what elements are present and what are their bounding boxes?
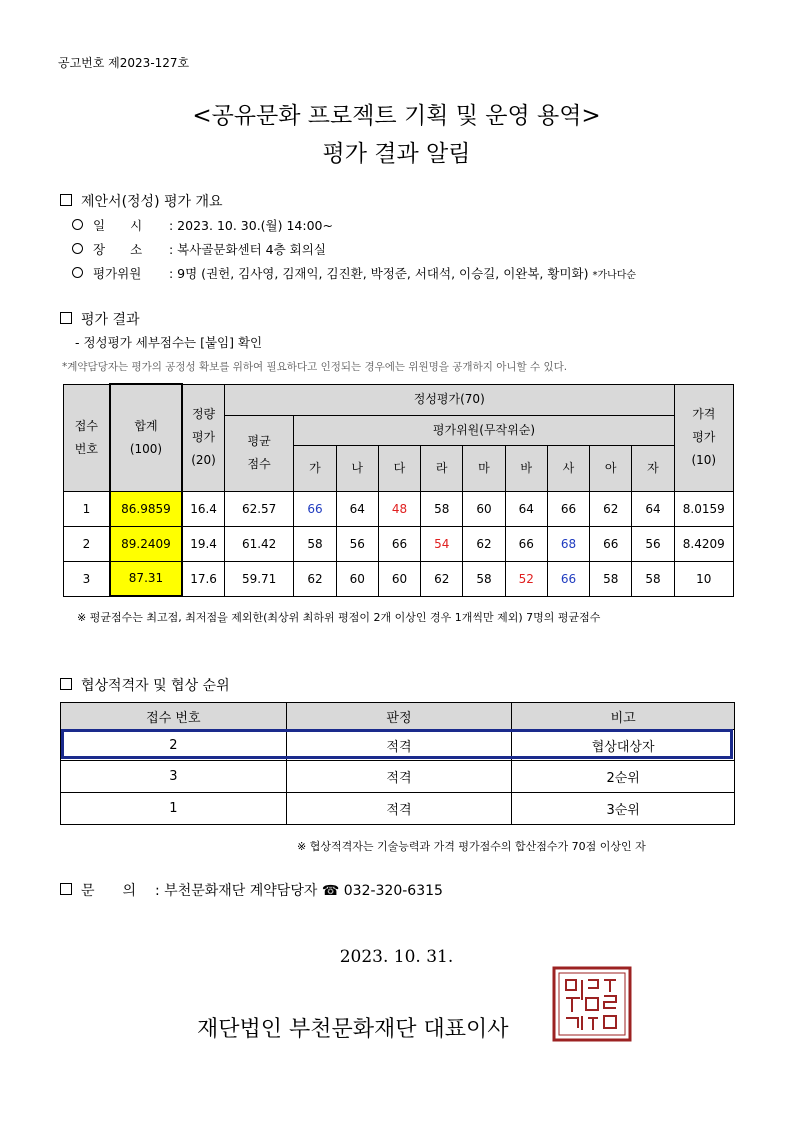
checkbox-square-icon: [60, 678, 72, 690]
overview-committee: 평가위원 : 9명 (권헌, 김사영, 김재익, 김진환, 박정준, 서대석, 이승길, 이완복, 황미화) *가나다순: [72, 264, 636, 282]
cell-evaluator-score: 48: [378, 491, 420, 526]
cell-avg: 62.57: [224, 491, 293, 526]
overview-heading: 제안서(정성) 평가 개요: [60, 191, 223, 211]
checkbox-square-icon: [60, 194, 72, 206]
header-evaluator: 가: [294, 445, 336, 491]
results-subnote: - 정성평가 세부점수는 [붙임] 확인: [75, 335, 263, 350]
cell-evaluator-score: 66: [505, 526, 547, 561]
table-row: [61, 730, 735, 761]
cell-evaluator-score: 62: [294, 561, 336, 596]
header-quant: 정량 평가 (20): [182, 384, 224, 491]
cell-evaluator-score: 58: [421, 491, 463, 526]
table-row: [61, 793, 735, 825]
cell-price: 10: [674, 561, 733, 596]
cell-evaluator-score: 66: [547, 491, 589, 526]
cell-evaluator-score: 58: [294, 526, 336, 561]
cell-evaluator-score: 60: [336, 561, 378, 596]
cell-evaluator-score: 58: [632, 561, 674, 596]
cell-evaluator-score: 64: [336, 491, 378, 526]
header-receipt-no: 접수 번호: [64, 384, 110, 491]
cell-evaluator-score: 64: [632, 491, 674, 526]
header-evaluator: 아: [590, 445, 632, 491]
cell-evaluator-score: 60: [378, 561, 420, 596]
header-remarks: 비고: [512, 703, 735, 730]
overview-place: 장 소 : 복사골문화센터 4층 회의실: [72, 240, 326, 258]
cell-evaluator-score: 66: [547, 561, 589, 596]
phone-icon: ☎: [321, 883, 340, 899]
cell-remarks: 3순위: [512, 793, 735, 825]
cell-judgement: 적격: [286, 793, 512, 825]
results-footnote: ※ 평균점수는 최고점, 최저점을 제외한(최상위 최하위 평점이 2개 이상인 경우 1개씩만 제외) 7명의 평균점수: [77, 611, 601, 624]
header-price: 가격 평가 (10): [674, 384, 733, 491]
negotiation-heading: 협상적격자 및 협상 순위: [60, 675, 230, 695]
negotiation-footnote: ※ 협상적격자는 기술능력과 가격 평가점수의 합산점수가 70점 이상인 자: [297, 840, 646, 853]
cell-receipt-no: 3: [61, 761, 287, 793]
cell-evaluator-score: 62: [421, 561, 463, 596]
cell-evaluator-score: 66: [378, 526, 420, 561]
table-row: [64, 491, 734, 526]
header-evaluator: 사: [547, 445, 589, 491]
cell-receipt-no: 2: [64, 526, 110, 561]
header-qual: 정성평가(70): [224, 384, 674, 415]
circle-bullet-icon: [72, 219, 83, 230]
cell-quant: 17.6: [182, 561, 224, 596]
checkbox-square-icon: [60, 312, 72, 324]
cell-evaluator-score: 60: [463, 491, 505, 526]
cell-evaluator-score: 56: [632, 526, 674, 561]
cell-evaluator-score: 66: [294, 491, 336, 526]
negotiation-table: [60, 702, 735, 825]
contact-phone: 032-320-6315: [343, 883, 443, 899]
header-judgement: 판정: [286, 703, 512, 730]
document-title: <공유문화 프로젝트 기획 및 운영 용역>: [192, 103, 601, 129]
cell-evaluator-score: 52: [505, 561, 547, 596]
cell-judgement: 적격: [286, 730, 512, 761]
cell-evaluator-score: 62: [463, 526, 505, 561]
table-row: [64, 526, 734, 561]
cell-evaluator-score: 66: [590, 526, 632, 561]
header-evaluator: 바: [505, 445, 547, 491]
header-evaluator: 마: [463, 445, 505, 491]
cell-evaluator-score: 58: [463, 561, 505, 596]
cell-total: 87.31: [110, 561, 182, 596]
header-evaluator: 나: [336, 445, 378, 491]
header-evaluator: 자: [632, 445, 674, 491]
cell-price: 8.0159: [674, 491, 733, 526]
official-seal: [552, 966, 632, 1042]
table-row: [61, 761, 735, 793]
cell-remarks: 2순위: [512, 761, 735, 793]
issue-date: 2023. 10. 31.: [339, 947, 454, 967]
cell-judgement: 적격: [286, 761, 512, 793]
header-evaluators: 평가위원(무작위순): [294, 415, 674, 445]
cell-evaluator-score: 68: [547, 526, 589, 561]
cell-quant: 19.4: [182, 526, 224, 561]
header-evaluator: 라: [421, 445, 463, 491]
header-avg: 평균 점수: [224, 415, 293, 491]
circle-bullet-icon: [72, 267, 83, 278]
cell-evaluator-score: 58: [590, 561, 632, 596]
cell-receipt-no: 1: [61, 793, 287, 825]
cell-evaluator-score: 54: [421, 526, 463, 561]
document-subtitle: 평가 결과 알림: [322, 141, 471, 167]
notice-number: 공고번호 제2023-127호: [58, 56, 190, 70]
cell-evaluator-score: 62: [590, 491, 632, 526]
cell-avg: 61.42: [224, 526, 293, 561]
results-disclaimer: *계약담당자는 평가의 공정성 확보를 위하여 필요하다고 인정되는 경우에는 위원명을 공개하지 아니할 수 있다.: [62, 361, 568, 373]
table-row: [64, 561, 734, 596]
cell-receipt-no: 1: [64, 491, 110, 526]
cell-total: 86.9859: [110, 491, 182, 526]
results-heading: 평가 결과: [60, 309, 140, 329]
header-total: 합계 (100): [110, 384, 182, 491]
contact-line: 문 의 : 부천문화재단 계약담당자 ☎ 032-320-6315: [60, 880, 443, 900]
checkbox-square-icon: [60, 883, 72, 895]
signature-line: 재단법인 부천문화재단 대표이사: [197, 1017, 509, 1042]
cell-price: 8.4209: [674, 526, 733, 561]
circle-bullet-icon: [72, 243, 83, 254]
cell-quant: 16.4: [182, 491, 224, 526]
cell-total: 89.2409: [110, 526, 182, 561]
header-receipt-no: 접수 번호: [61, 703, 287, 730]
cell-remarks: 협상대상자: [512, 730, 735, 761]
score-table: [63, 383, 734, 597]
cell-avg: 59.71: [224, 561, 293, 596]
cell-receipt-no: 3: [64, 561, 110, 596]
overview-date: 일 시 : 2023. 10. 30.(월) 14:00~: [72, 216, 333, 234]
cell-receipt-no: 2: [61, 730, 287, 761]
header-evaluator: 다: [378, 445, 420, 491]
cell-evaluator-score: 64: [505, 491, 547, 526]
cell-evaluator-score: 56: [336, 526, 378, 561]
